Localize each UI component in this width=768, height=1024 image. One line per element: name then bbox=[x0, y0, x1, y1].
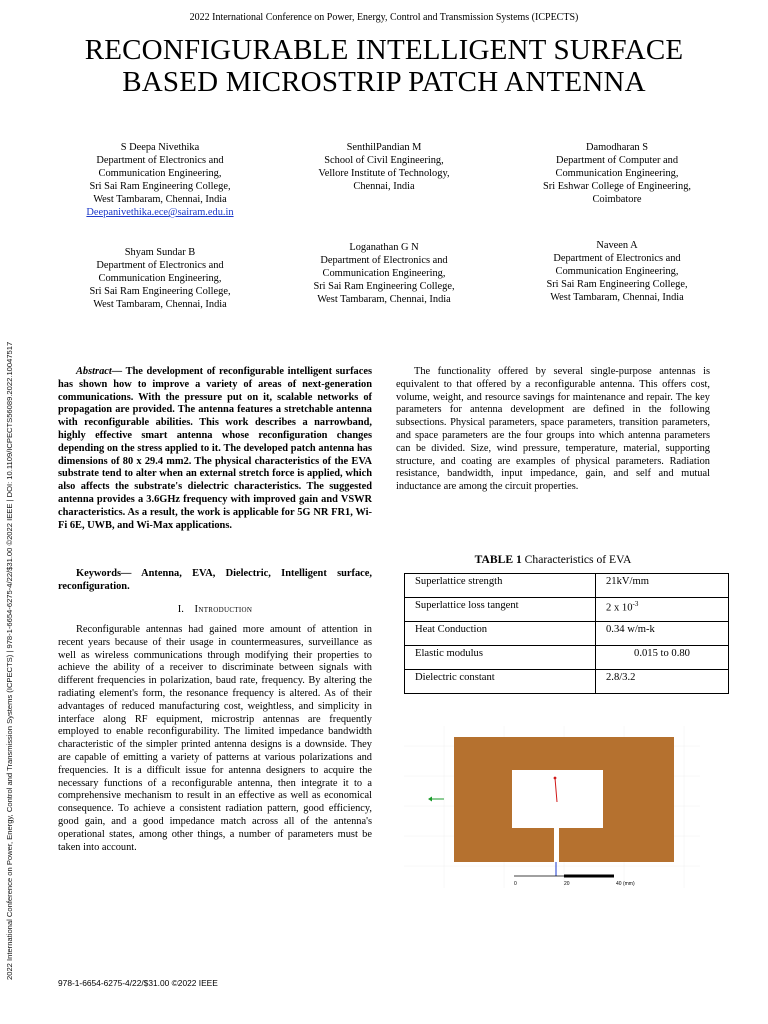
title-line-2: BASED MICROSTRIP PATCH ANTENNA bbox=[122, 66, 646, 98]
author-institution: Sri Sai Ram Engineering College, bbox=[313, 281, 455, 292]
table-row bbox=[405, 598, 729, 622]
value-exponent: -3 bbox=[632, 600, 639, 608]
table-cell-property: Superlattice loss tangent bbox=[405, 598, 596, 622]
author-block-3 bbox=[507, 141, 727, 206]
author-dept: Communication Engineering, bbox=[322, 268, 446, 279]
eva-characteristics-table bbox=[404, 573, 729, 694]
doi-side-strip: 2022 International Conference on Power, Energy, Control and Transmission Systems (ICPECTS) | 978-1-6654-6275-4/22/$31.00 ©2022 IEEE | DOI: 10.1109/ICPECTS56089.2022.10047517 bbox=[5, 341, 14, 980]
table-row bbox=[405, 670, 729, 694]
author-city: West Tambaram, Chennai, India bbox=[317, 294, 451, 305]
author-block-1 bbox=[50, 141, 270, 219]
patch-slot-cutout bbox=[512, 770, 603, 828]
author-name: SenthilPandian M bbox=[346, 142, 422, 153]
keywords-text: Keywords— Antenna, EVA, Dielectric, Intelligent surface, reconfiguration. bbox=[58, 568, 372, 592]
author-city: West Tambaram, Chennai, India bbox=[93, 194, 227, 205]
table-cell-value bbox=[596, 598, 729, 622]
table-cell-property: Heat Conduction bbox=[405, 622, 596, 646]
table-label: TABLE 1 bbox=[474, 553, 522, 566]
table-cell-value: 21kV/mm bbox=[596, 574, 729, 598]
author-institution: Sri Sai Ram Engineering College, bbox=[546, 279, 688, 290]
introduction-body bbox=[58, 624, 372, 854]
author-name: Damodharan S bbox=[585, 142, 649, 153]
author-dept: Department of Electronics and bbox=[96, 155, 224, 166]
author-city: Chennai, India bbox=[353, 181, 415, 192]
author-institution: Sri Sai Ram Engineering College, bbox=[89, 181, 231, 192]
right-column-body bbox=[396, 366, 710, 494]
author-institution: Sri Sai Ram Engineering College, bbox=[89, 286, 231, 297]
author-dept: Department of Computer and bbox=[555, 155, 679, 166]
author-name: Loganathan G N bbox=[349, 242, 419, 253]
author-institution: Vellore Institute of Technology, bbox=[318, 168, 450, 179]
author-dept: Department of Electronics and bbox=[553, 253, 681, 264]
table-cell-value: 0.015 to 0.80 bbox=[596, 646, 729, 670]
scale-bar-fill bbox=[564, 875, 614, 878]
author-city: West Tambaram, Chennai, India bbox=[93, 299, 227, 310]
author-dept: School of Civil Engineering, bbox=[324, 155, 444, 166]
feed-line-slot bbox=[554, 828, 559, 862]
scale-label-0: 0 bbox=[514, 881, 517, 887]
feed-probe-point bbox=[554, 777, 557, 780]
author-email-link[interactable]: Deepanivethika.ece@sairam.edu.in bbox=[86, 207, 234, 218]
table-caption bbox=[396, 553, 710, 566]
scale-label-end: 40 (mm) bbox=[616, 881, 635, 887]
author-dept: Communication Engineering, bbox=[555, 168, 679, 179]
author-dept: Communication Engineering, bbox=[98, 273, 222, 284]
author-name: Shyam Sundar B bbox=[124, 247, 196, 258]
author-block-5 bbox=[274, 241, 494, 306]
abstract-text: The development of reconfigurable intelligent surfaces has shown how to improve a variety of areas of next-generation communications. With the pressure put on it, scalable networks of propagation are provided. The antenna features a stretchable antenna with reconfigurable abilities. This work describes a narrowband, highly effective smart antenna whose reconfiguration changes depending on the stress applied to it. The developed patch antenna has dimensions of 80 x 29.4 mm2. The physical characteristics of the EVA substrate tend to alter when an external stretch force is applied, which also affects the substrate's dielectric characteristics. The suggested antenna provides a 3.6GHz frequency with improved gain and VSWR characteristics. As a result, the work is applicable for 5G NR FR1, Wi-Fi 6E, UWB, and Wi-Max applications. bbox=[58, 366, 372, 531]
table-cell-property: Dielectric constant bbox=[405, 670, 596, 694]
abstract bbox=[58, 366, 372, 532]
author-institution: Sri Eshwar College of Engineering, bbox=[542, 181, 692, 192]
author-dept: Communication Engineering, bbox=[555, 266, 679, 277]
title-line-1: RECONFIGURABLE INTELLIGENT SURFACE bbox=[84, 34, 684, 66]
author-name: Naveen A bbox=[596, 240, 638, 251]
author-block-6 bbox=[507, 239, 727, 304]
author-name: S Deepa Nivethika bbox=[120, 142, 200, 153]
author-dept: Department of Electronics and bbox=[96, 260, 224, 271]
author-city: West Tambaram, Chennai, India bbox=[550, 292, 684, 303]
table-row bbox=[405, 574, 729, 598]
table-cell-value: 2.8/3.2 bbox=[596, 670, 729, 694]
value-base: 2 x 10 bbox=[606, 602, 633, 614]
author-city: Coimbatore bbox=[592, 194, 642, 205]
author-dept: Department of Electronics and bbox=[320, 255, 448, 266]
author-dept: Communication Engineering, bbox=[98, 168, 222, 179]
antenna-figure bbox=[404, 726, 700, 888]
paper-title bbox=[40, 34, 728, 98]
table-cell-property: Elastic modulus bbox=[405, 646, 596, 670]
table-row bbox=[405, 622, 729, 646]
table-row bbox=[405, 646, 729, 670]
abstract-label: Abstract— bbox=[76, 366, 123, 377]
keywords bbox=[58, 568, 372, 594]
author-block-2 bbox=[274, 141, 494, 193]
table-cell-value: 0.34 w/m-k bbox=[596, 622, 729, 646]
section-title: Introduction bbox=[194, 604, 253, 615]
body-paragraph: The functionality offered by several single-purpose antennas is equivalent to that offered by a reconfigurable antenna. This offers cost, volume, weight, and resource savings for maintenance and repair. The key parameters for antenna development are defined in the following subsections. Physical parameters, space parameters, transition parameters, and space parameters are the four groups into which antenna parameters can be divided. Size, wind pressure, temperature, material, supporting structure, and coating are examples of physical parameters. Radiation resistance, bandwidth, input impedance, gain, and self and mutual inductance are among the circuit properties. bbox=[396, 366, 710, 493]
page-footer: 978-1-6654-6275-4/22/$31.00 ©2022 IEEE bbox=[58, 978, 218, 988]
introduction-paragraph: Reconfigurable antennas had gained more amount of attention in recent years because of their usage in countermeasures, surveillance as well as wireless communications through modifying their properties to achieve the ability of a receiver to discriminate between signals with different frequencies in polarization, baud rate, frequency. By altering the radiating element's form, the resonance frequency is altered. As of their advantages of reduced manufacturing cost, weightless, and simplicity in interface along RF equipment, microstrip antennas are frequently employed to enable reconfigurability. The limited impedance bandwidth characteristic of the simpler printed antenna designs is a downside. They are capable of emitting a variety of patterns at various polarizations and frequencies. It is a difficult issue for antenna designers to acquire the necessary functions of a reconfigurable antenna, then integrate it to a comprehensive mechanism to result in an effective as well as economical consequence. To achieve a consistent radiation pattern, good efficiency, good gain, and a good impedance match across all of the antenna's operational states, among other things, a number of parameters must be taken into account. bbox=[58, 624, 372, 853]
section-heading-introduction bbox=[58, 604, 372, 615]
conference-header: 2022 International Conference on Power, Energy, Control and Transmission Systems (ICPECTS) bbox=[189, 12, 579, 23]
table-cell-property: Superlattice strength bbox=[405, 574, 596, 598]
author-block-4 bbox=[50, 246, 270, 311]
table-caption-text: Characteristics of EVA bbox=[521, 553, 632, 566]
section-numeral: I. bbox=[177, 604, 184, 615]
scale-label-mid: 20 bbox=[564, 881, 570, 887]
